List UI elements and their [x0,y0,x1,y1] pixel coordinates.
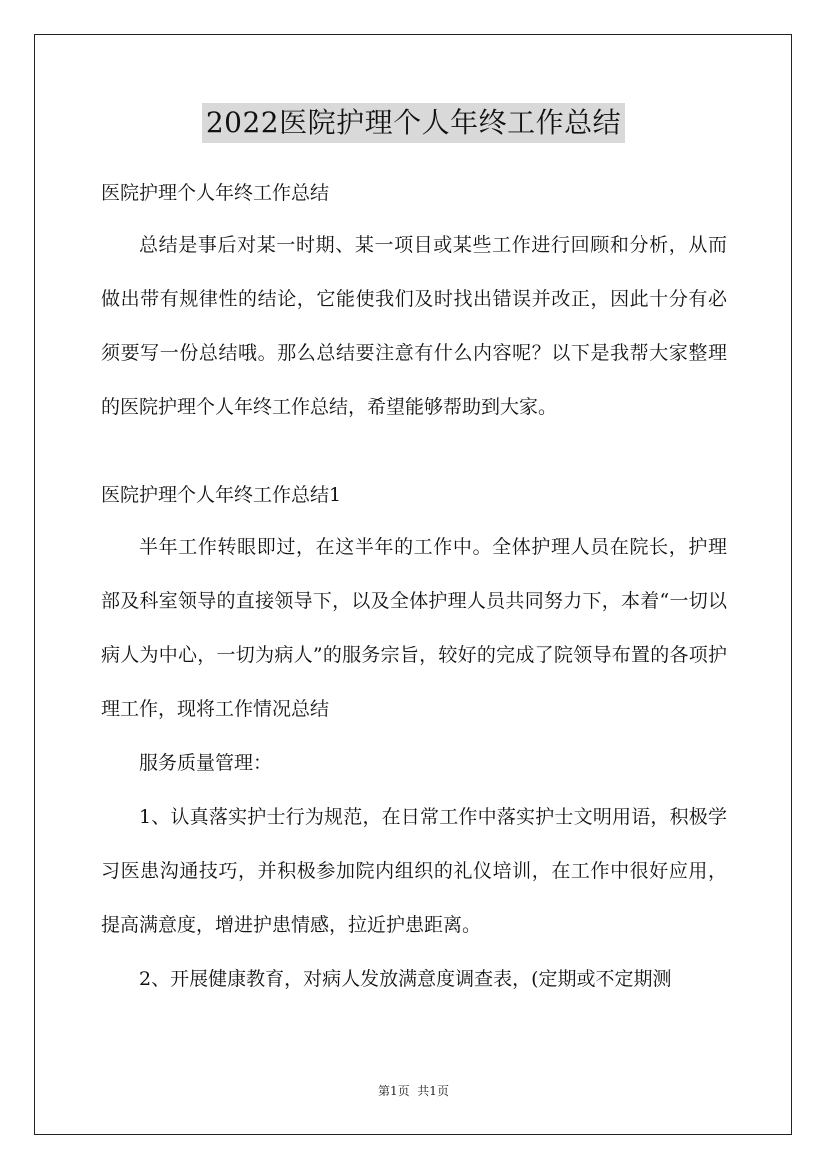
section-1-heading: 医院护理个人年终工作总结1 [101,484,342,506]
subtitle-heading: 医院护理个人年终工作总结 [101,182,330,204]
body-paragraph: 1、认真落实护士行为规范，在日常工作中落实护士文明用语，积极学习医患沟通技巧，并积极参加院内组织的礼仪培训，在工作中很好应用，提高满意度，增进护患情感，拉近护患距离。 [101,806,727,936]
document-body [101,168,727,1006]
page-number: 第1页 共1页 [378,1084,449,1098]
body-paragraph: 半年工作转眼即过，在这半年的工作中。全体护理人员在院长，护理部及科室领导的直接领导下，以及全体护理人员共同努力下，本着“一切以病人为中心，一切为病人”的服务宗旨，较好的完成了院领导布置的各项护理工作，现将工作情况总结 [101,536,727,720]
section-gap [101,434,727,470]
intro-paragraph: 总结是事后对某一时期、某一项目或某些工作进行回顾和分析，从而做出带有规律性的结论，它能使我们及时找出错误并改正，因此十分有必须要写一份总结哦。那么总结要注意有什么内容呢？以下是我帮大家整理的医院护理个人年终工作总结，希望能够帮助到大家。 [101,234,727,418]
page-footer [0,1082,827,1100]
body-paragraph: 服务质量管理： [139,752,273,774]
body-paragraph: 2、开展健康教育，对病人发放满意度调查表，(定期或不定期测 [139,968,672,990]
title-wrap [0,103,827,143]
document-title: 2022医院护理个人年终工作总结 [202,103,625,143]
